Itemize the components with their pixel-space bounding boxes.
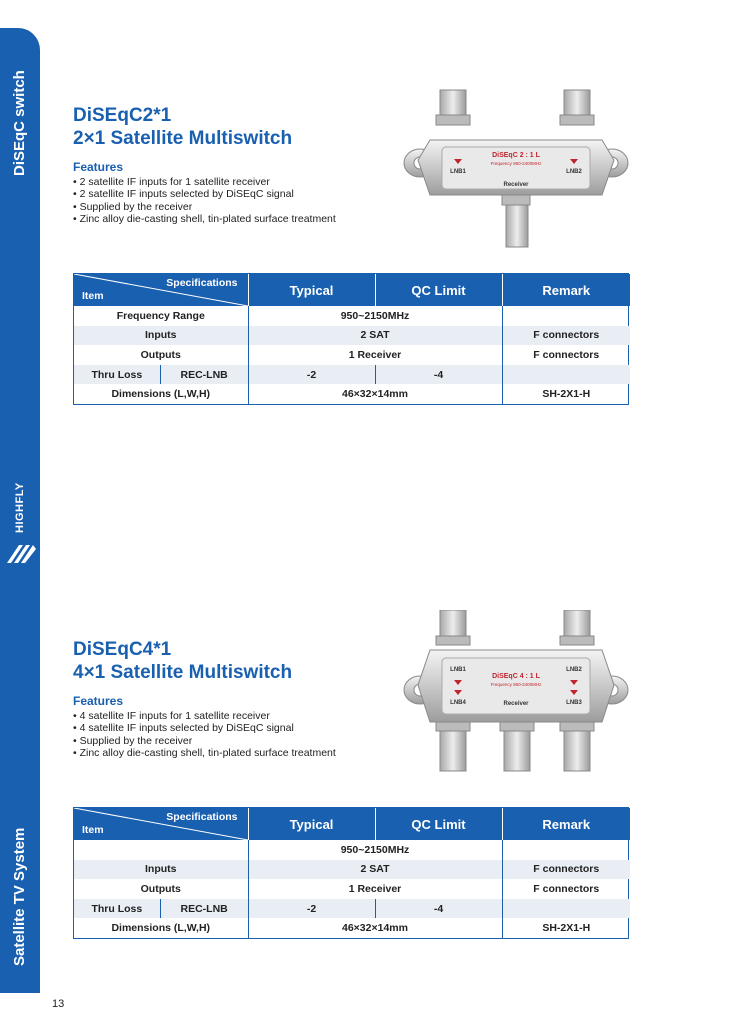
spec-table-2x1 (73, 273, 629, 405)
thru-loss-label: Thru Loss (91, 902, 143, 915)
sidebar (0, 0, 40, 1035)
row-label: Outputs (140, 348, 181, 361)
brand-logo-icon (3, 527, 37, 567)
header-item-spec (74, 274, 248, 306)
row-value: 950~2150MHz (248, 840, 502, 860)
header-specifications: Specifications (166, 277, 238, 289)
row-label-thru (74, 365, 248, 385)
row-remark (502, 306, 630, 326)
row-value: 2 SAT (248, 326, 502, 346)
row-value: 2 SAT (248, 860, 502, 880)
product-photo-2x1 (402, 85, 630, 255)
spec-table-4x1 (73, 807, 629, 939)
header-remark: Remark (502, 274, 630, 306)
table-row (74, 879, 630, 899)
row-remark (502, 365, 630, 385)
photo-label: DiSEqC 2 : 1 L (492, 152, 540, 159)
thru-loss-sub: REC-LNB (160, 899, 248, 919)
features-heading: Features (73, 160, 124, 174)
row-remark: SH-2X1-H (502, 918, 630, 938)
row-value: 1 Receiver (248, 879, 502, 899)
row-value: 950~2150MHz (248, 306, 502, 326)
row-label: Dimensions (L,W,H) (111, 922, 211, 935)
feature-item: • 2 satellite IF inputs for 1 satellite receiver (73, 176, 633, 188)
photo-port-lnb2: LNB2 (566, 667, 582, 673)
feature-item: • Zinc alloy die-casting shell, tin-plated surface treatment (73, 747, 633, 759)
row-remark (502, 840, 630, 860)
brand-name: HIGHFLY (14, 482, 26, 533)
row-value: 46×32×14mm (248, 384, 502, 404)
table-row (74, 365, 630, 385)
row-qc: -4 (375, 365, 502, 385)
feature-item: • 4 satellite IF inputs selected by DiSEqC signal (73, 722, 633, 734)
header-typical: Typical (248, 274, 375, 306)
row-remark: F connectors (502, 345, 630, 365)
row-remark: F connectors (502, 326, 630, 346)
header-qc-limit: QC Limit (375, 808, 502, 840)
section-label-bottom: Satellite TV System (11, 827, 28, 966)
feature-item: • Supplied by the receiver (73, 201, 633, 213)
row-label: Inputs (74, 860, 248, 880)
features-heading: Features (73, 694, 124, 708)
table-row (74, 860, 630, 880)
row-label: Dimensions (L,W,H) (111, 388, 211, 401)
row-typical: -2 (248, 365, 375, 385)
page-number: 13 (52, 998, 65, 1010)
feature-item: • Supplied by the receiver (73, 735, 633, 747)
row-remark: F connectors (502, 879, 630, 899)
table-row (74, 918, 630, 938)
brand-logo (3, 475, 37, 565)
product-title-name: 2×1 Satellite Multiswitch (73, 128, 293, 149)
photo-port-receiver: Receiver (503, 182, 529, 188)
header-typical: Typical (248, 808, 375, 840)
feature-item: • 4 satellite IF inputs for 1 satellite receiver (73, 710, 633, 722)
photo-freq: Frequency 950-2400MHz (490, 682, 542, 687)
row-qc: -4 (375, 899, 502, 919)
header-remark: Remark (502, 808, 630, 840)
row-label: Frequency Range (116, 309, 205, 322)
header-specifications: Specifications (166, 811, 238, 823)
row-remark: SH-2X1-H (502, 384, 630, 404)
row-label: Outputs (140, 882, 181, 895)
product-photo-4x1 (402, 610, 630, 780)
table-row (74, 345, 630, 365)
photo-label: DiSEqC 4 : 1 L (492, 673, 540, 680)
row-typical: -2 (248, 899, 375, 919)
product-title-model: DiSEqC2*1 (73, 105, 172, 126)
table-row (74, 384, 630, 404)
photo-port-lnb4: LNB4 (450, 700, 466, 706)
photo-port-lnb3: LNB3 (566, 700, 582, 706)
row-remark (502, 899, 630, 919)
product-title-name: 4×1 Satellite Multiswitch (73, 662, 293, 683)
section-label-top: DiSEqC switch (11, 70, 28, 176)
photo-port-lnb1: LNB1 (450, 667, 466, 673)
header-item: Item (82, 290, 104, 302)
photo-freq: Frequency 950-2400MHz (490, 161, 542, 166)
photo-port-receiver: Receiver (503, 701, 529, 707)
table-row (74, 326, 630, 346)
row-label (74, 840, 248, 860)
feature-item: • Zinc alloy die-casting shell, tin-plated surface treatment (73, 213, 633, 225)
feature-item: • 2 satellite IF inputs selected by DiSEqC signal (73, 188, 633, 200)
row-value: 1 Receiver (248, 345, 502, 365)
photo-port-lnb1: LNB1 (450, 169, 466, 175)
header-qc-limit: QC Limit (375, 274, 502, 306)
table-row (74, 840, 630, 860)
row-remark: F connectors (502, 860, 630, 880)
row-label-thru (74, 899, 248, 919)
header-item-spec (74, 808, 248, 840)
product-title-model: DiSEqC4*1 (73, 639, 172, 660)
thru-loss-sub: REC-LNB (160, 365, 248, 385)
table-row (74, 899, 630, 919)
photo-port-lnb2: LNB2 (566, 169, 582, 175)
table-row (74, 306, 630, 326)
row-value: 46×32×14mm (248, 918, 502, 938)
header-item: Item (82, 824, 104, 836)
thru-loss-label: Thru Loss (91, 368, 143, 381)
row-label: Inputs (74, 326, 248, 346)
